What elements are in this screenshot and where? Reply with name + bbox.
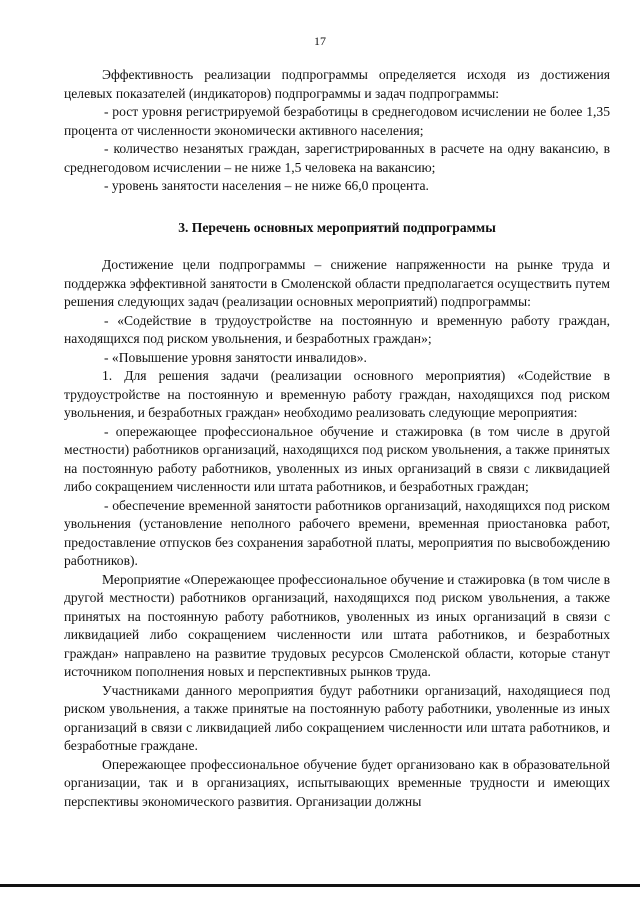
measure-item-1: - опережающее профессиональное обучение и стажировка (в том числе в другой местности) работников организаций, находящихся под риском увольнения, а также принятых на постоянную работу работников, уволенных из иных организаций в связи с ликвидацией либо сокращением численности или штата работников, и безработных граждан; — [64, 423, 610, 494]
paragraph-participants: Участниками данного мероприятия будут работники организаций, находящиеся под риском увольнения, а также принятые на постоянную работу работники, уволенные из иных организаций в связи с ликвидацией либо сокращением численности или штата работников, и безработные граждане. — [64, 682, 610, 753]
target-item-1: - рост уровня регистрируемой безработицы в среднегодовом исчислении не более 1,35 процента от численности экономически активного населения; — [64, 104, 610, 138]
section-heading: 3. Перечень основных мероприятий подпрограммы — [178, 219, 496, 235]
paragraph-goal: Достижение цели подпрограммы – снижение напряженности на рынке труда и поддержка эффективной занятости в Смоленской области предполагается осуществить путем решения следующих задач (реализации основных мероприятий) подпрограммы: — [64, 257, 610, 309]
page-number: 17 — [314, 34, 326, 48]
page-bottom-rule — [0, 884, 640, 887]
paragraph-measure: Мероприятие «Опережающее профессиональное обучение и стажировка (в том числе в другой местности) работников организаций, находящихся под риском увольнения, а также принятых на постоянную работу работников, уволенных из иных организаций в связи с ликвидацией либо сокращением численности или штата работников, и безработных граждан» направлено на развитие трудовых ресурсов Смоленской области, которые станут источником пополнения новых и перспективных рынков труда. — [64, 571, 610, 679]
target-item-2: - количество незанятых граждан, зарегистрированных в расчете на одну вакансию, в среднегодовом исчислении – не ниже 1,5 человека на вакансию; — [64, 141, 610, 175]
paragraph-training: Опережающее профессиональное обучение будет организовано как в образовательной организации, так и в организациях, испытывающих временные трудности и имеющих перспективы экономического развития. Организации должны — [64, 756, 610, 809]
task-item-1: - «Содействие в трудоустройстве на постоянную и временную работу граждан, находящихся под риском увольнения, и безработных граждан»; — [64, 312, 610, 346]
task-item-2: - «Повышение уровня занятости инвалидов». — [104, 349, 367, 365]
measure-item-2: - обеспечение временной занятости работников организаций, находящихся под риском увольнения (установление неполного рабочего времени, временная приостановка работ, предоставление отпусков без сохранения заработной платы, мероприятия по высвобождению работников). — [64, 497, 610, 568]
target-item-3: - уровень занятости населения – не ниже 66,0 процента. — [104, 178, 429, 193]
document-body — [64, 66, 610, 811]
paragraph-task-1: 1. Для решения задачи (реализации основного мероприятия) «Содействие в трудоустройстве на постоянную и временную работу граждан, находящихся под риском увольнения, и безработных граждан» необходимо реализовать следующие мероприятия: — [64, 368, 610, 420]
paragraph-efficiency: Эффективность реализации подпрограммы определяется исходя из достижения целевых показателей (индикаторов) подпрограммы и задач подпрограммы: — [64, 67, 610, 101]
